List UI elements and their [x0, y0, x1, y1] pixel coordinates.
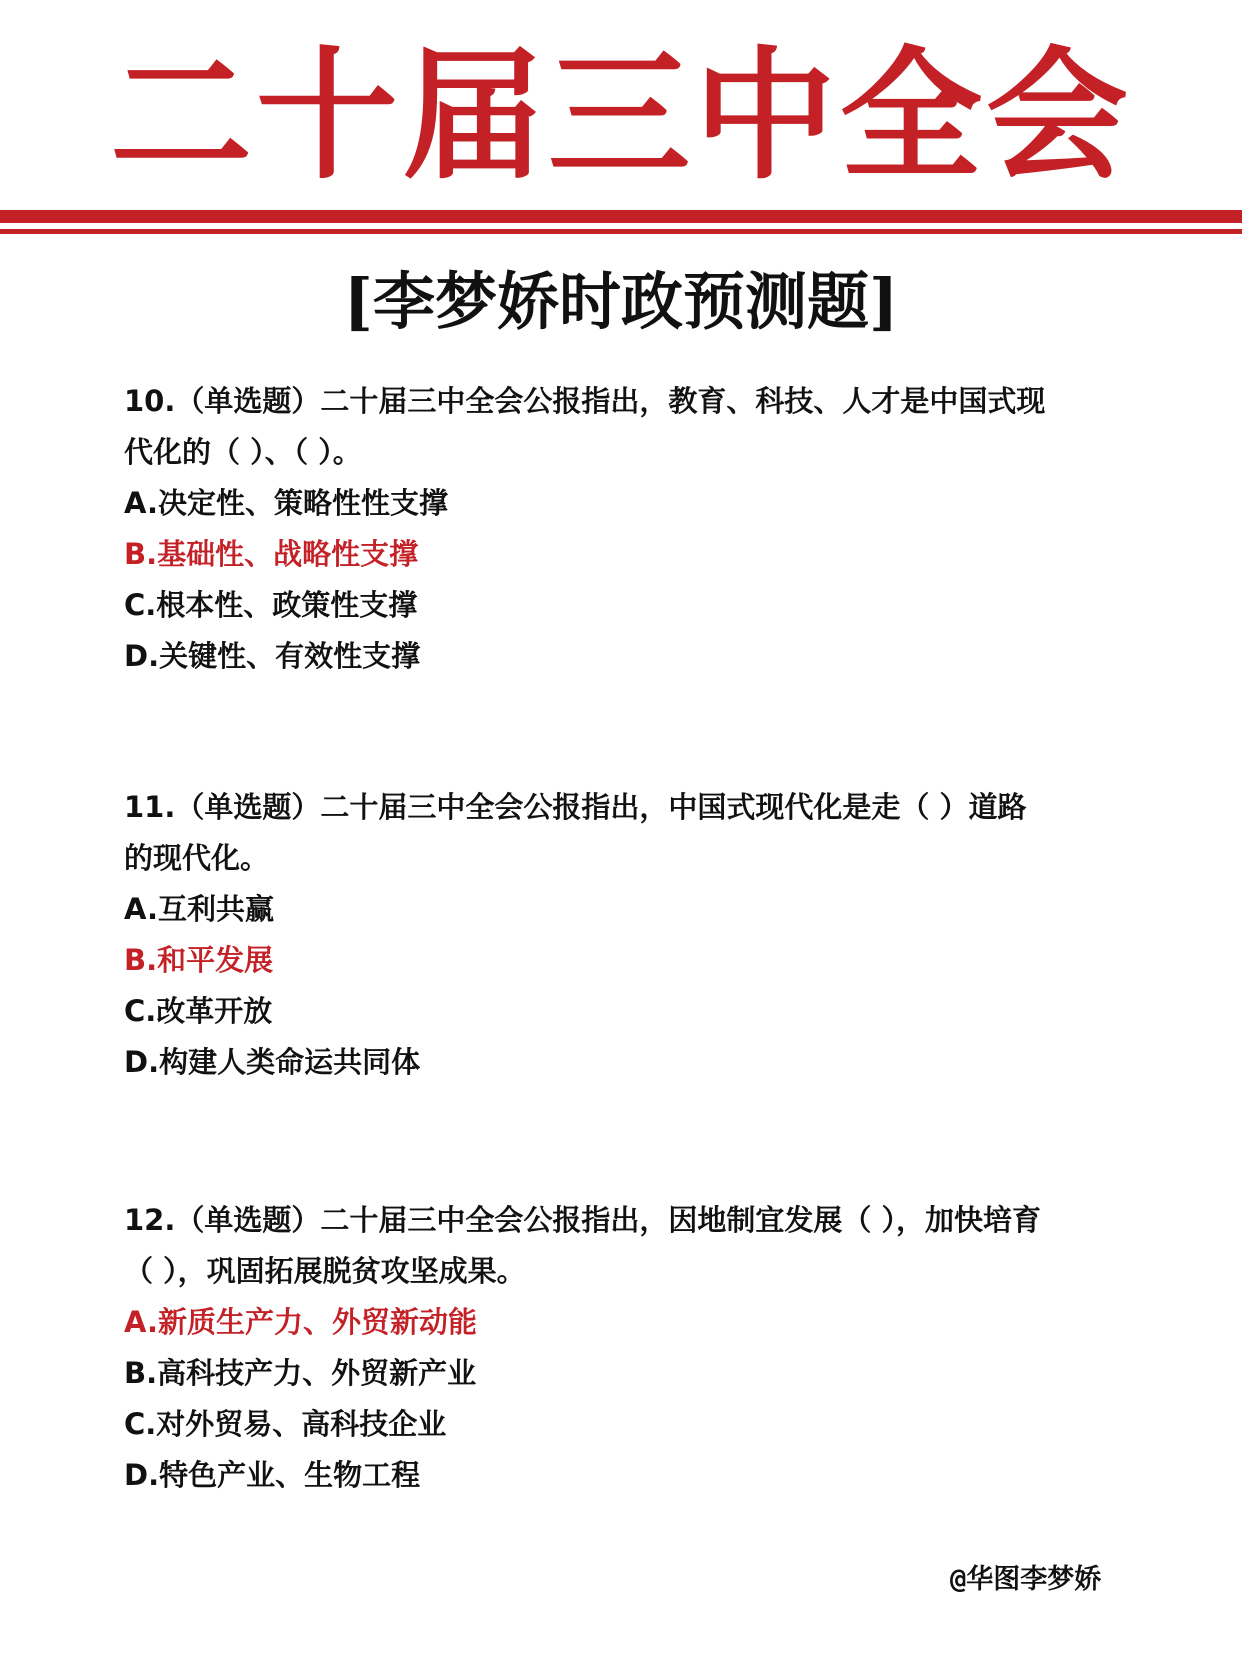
page-subtitle: [李梦娇时政预测题]	[343, 265, 899, 338]
option-d: D.关键性、有效性支撑	[124, 639, 421, 673]
option-c: C.对外贸易、高科技企业	[124, 1407, 447, 1441]
option-c: C.根本性、政策性支撑	[124, 588, 418, 622]
question-stem	[124, 376, 1134, 478]
stem-line: 11.（单选题）二十届三中全会公报指出，中国式现代化是走（ ）道路	[124, 790, 1027, 824]
question-10	[124, 376, 1134, 682]
option-c: C.改革开放	[124, 994, 273, 1028]
option-b: B.高科技产力、外贸新产业	[124, 1356, 477, 1390]
question-stem	[124, 1195, 1134, 1297]
main-title: 二十届三中全会	[110, 34, 1132, 199]
option-a: A.决定性、策略性性支撑	[124, 486, 448, 520]
stem-line: （ ），巩固拓展脱贫攻坚成果。	[124, 1254, 526, 1288]
header-rule-thick	[0, 210, 1242, 223]
option-b-correct: B.和平发展	[124, 943, 274, 977]
author-watermark: @华图李梦娇	[950, 1564, 1102, 1595]
question-stem	[124, 782, 1134, 884]
stem-line: 10.（单选题）二十届三中全会公报指出，教育、科技、人才是中国式现	[124, 384, 1046, 418]
question-12	[124, 1195, 1134, 1501]
header-rule-thin	[0, 229, 1242, 234]
options-list	[124, 884, 1134, 1088]
option-d: D.构建人类命运共同体	[124, 1045, 421, 1079]
stem-line: 的现代化。	[124, 841, 270, 875]
stem-line: 12.（单选题）二十届三中全会公报指出，因地制宜发展（ ），加快培育	[124, 1203, 1041, 1237]
option-b-correct: B.基础性、战略性支撑	[124, 537, 419, 571]
options-list	[124, 478, 1134, 682]
option-d: D.特色产业、生物工程	[124, 1458, 421, 1492]
option-a-correct: A.新质生产力、外贸新动能	[124, 1305, 477, 1339]
question-11	[124, 782, 1134, 1088]
stem-line: 代化的（ ）、（ ）。	[124, 435, 362, 469]
option-a: A.互利共赢	[124, 892, 274, 926]
options-list	[124, 1297, 1134, 1501]
